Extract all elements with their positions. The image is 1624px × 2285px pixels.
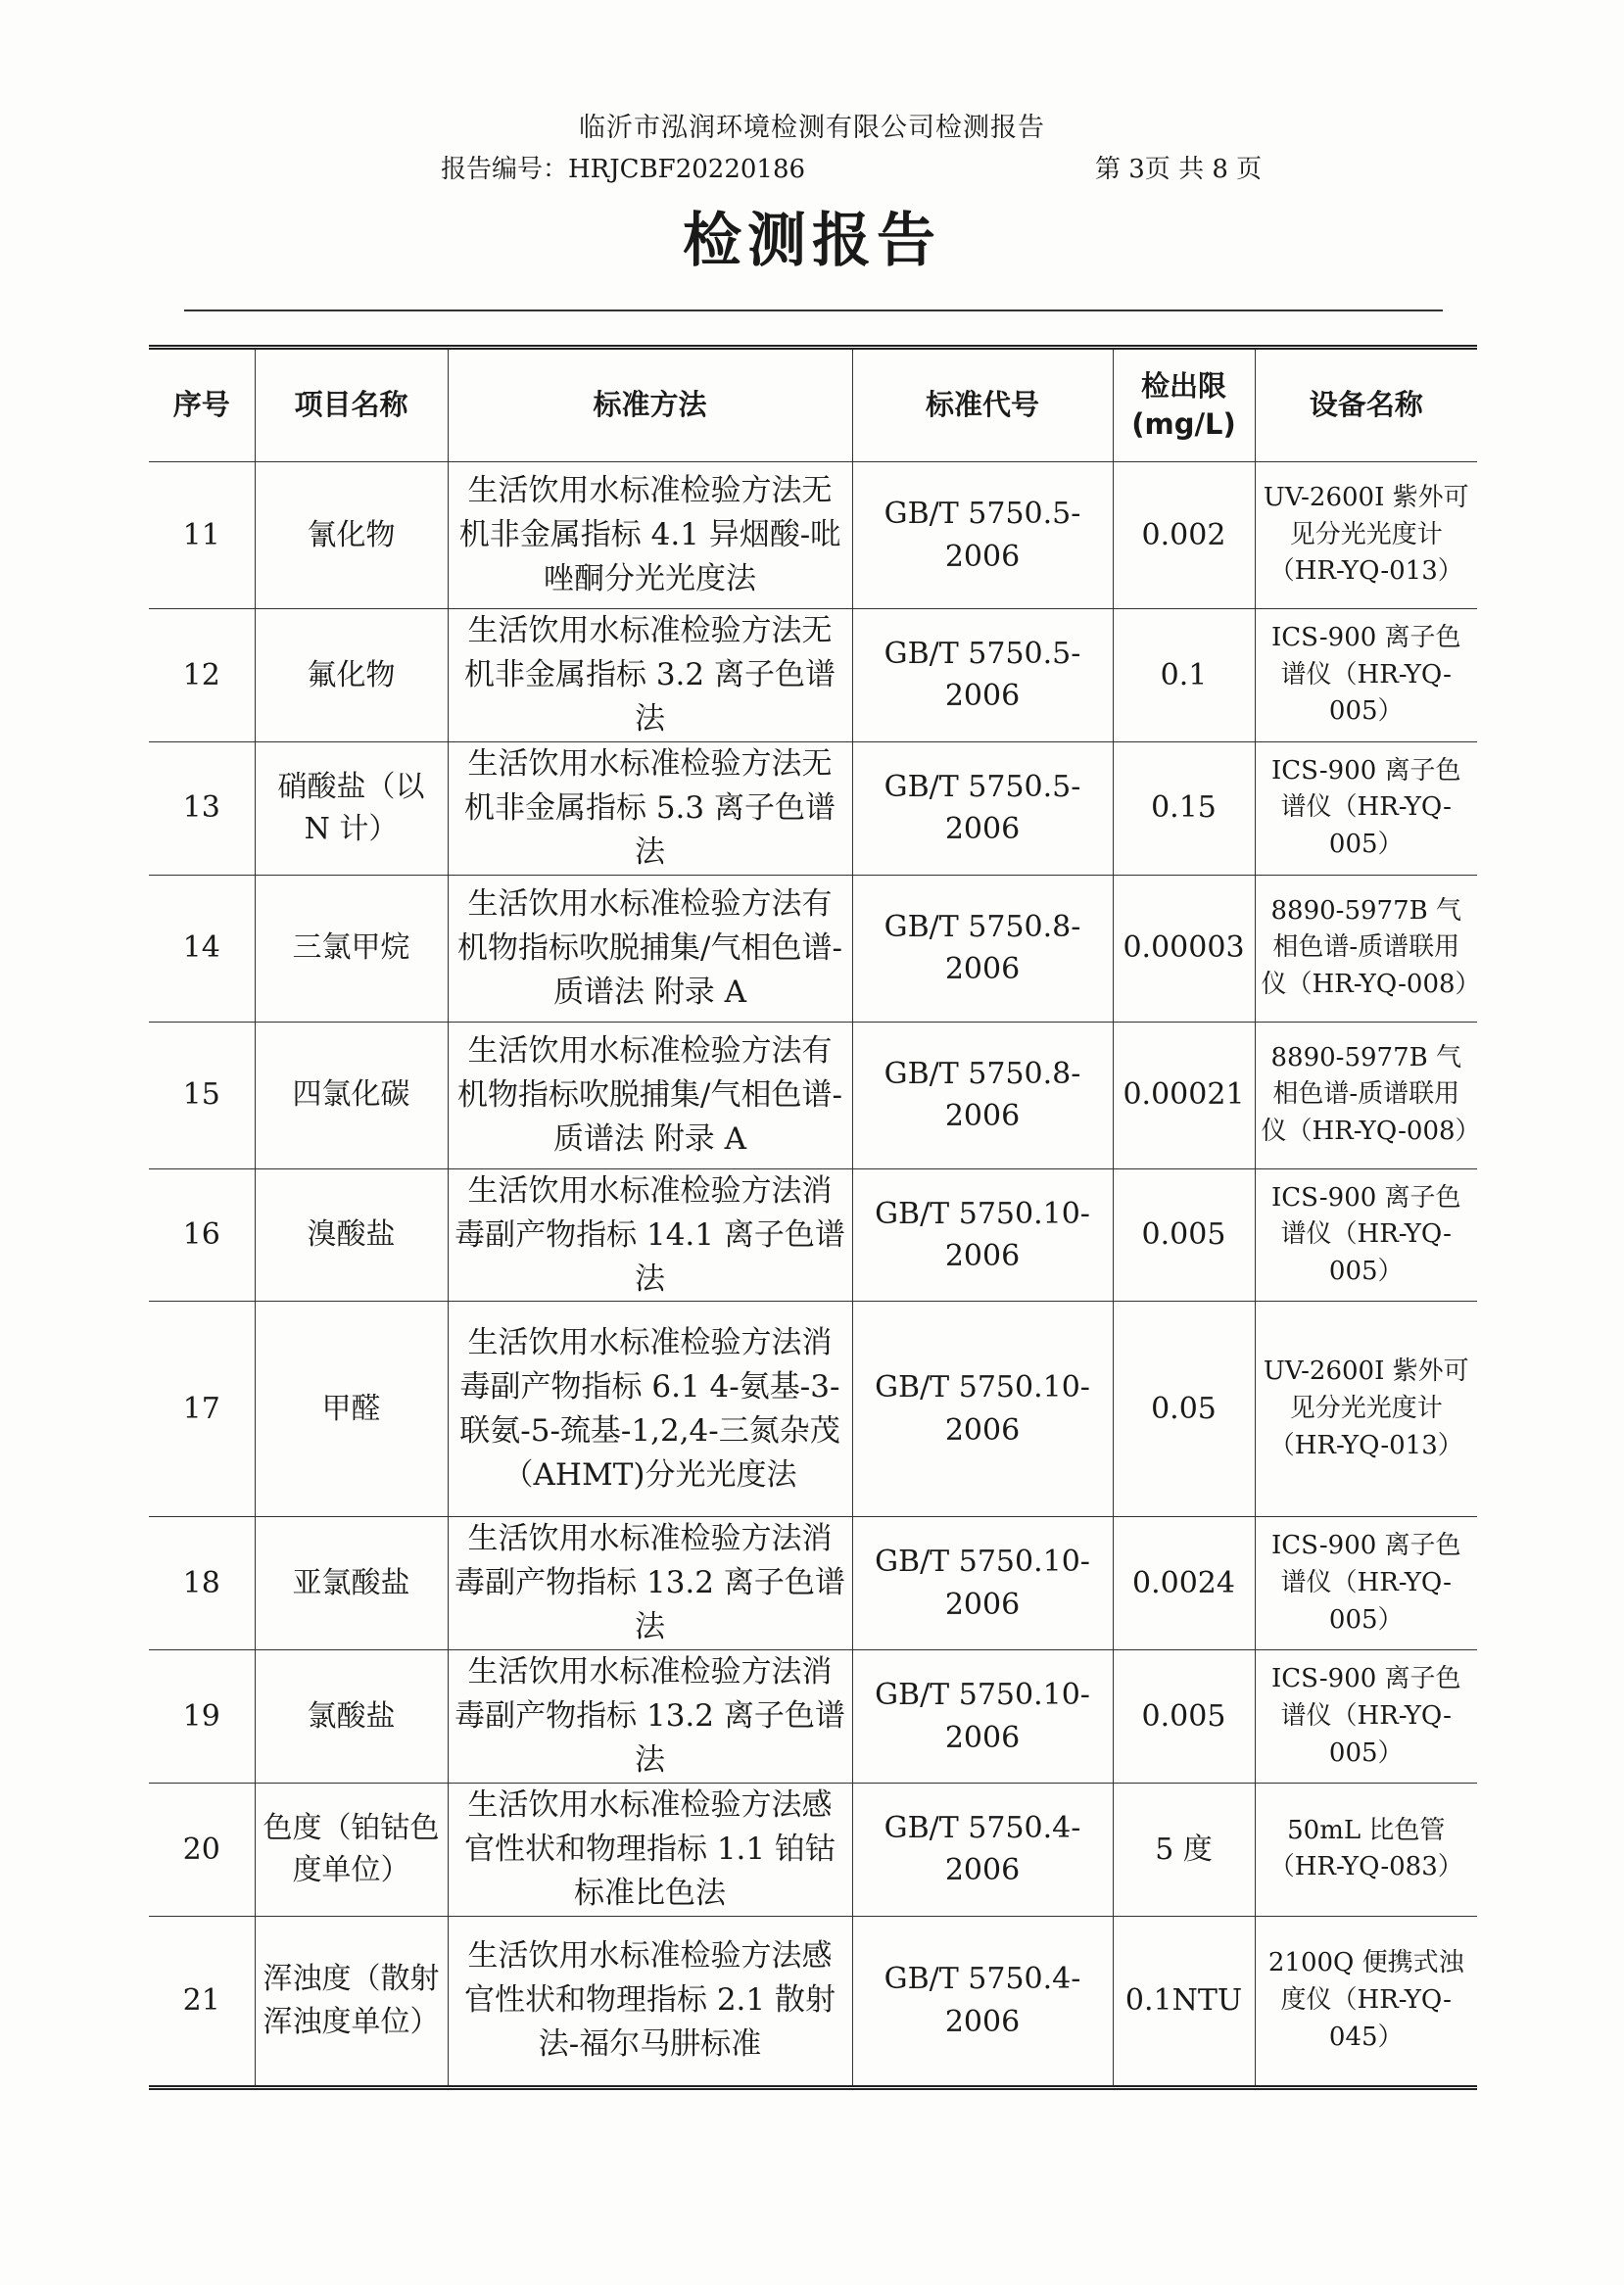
cell-limit: 0.15 — [1113, 741, 1255, 875]
cell-limit: 0.1NTU — [1113, 1916, 1255, 2087]
page-number: 第 3页 共 8 页 — [1095, 155, 1263, 184]
cell-equipment: ICS-900 离子色谱仪（HR-YQ-005） — [1255, 1650, 1477, 1784]
header-limit — [1113, 348, 1255, 462]
cell-method: 生活饮用水标准检验方法消毒副产物指标 14.1 离子色谱法 — [448, 1168, 852, 1302]
cell-seq: 17 — [149, 1302, 255, 1517]
header-item: 项目名称 — [255, 348, 448, 462]
cell-limit: 0.002 — [1113, 462, 1255, 609]
cell-code: GB/T 5750.4-2006 — [852, 1916, 1113, 2087]
header-code: 标准代号 — [852, 348, 1113, 462]
cell-seq: 15 — [149, 1022, 255, 1168]
header-seq: 序号 — [149, 348, 255, 462]
cell-item: 浑浊度（散射浑浊度单位） — [255, 1916, 448, 2087]
header-method: 标准方法 — [448, 348, 852, 462]
table-row — [149, 462, 1477, 609]
cell-equipment: ICS-900 离子色谱仪（HR-YQ-005） — [1255, 1168, 1477, 1302]
cell-equipment: ICS-900 离子色谱仪（HR-YQ-005） — [1255, 609, 1477, 742]
cell-equipment: 8890-5977B 气相色谱-质谱联用仪（HR-YQ-008） — [1255, 875, 1477, 1022]
cell-seq: 21 — [149, 1916, 255, 2087]
table-row — [149, 1784, 1477, 1917]
cell-code: GB/T 5750.10-2006 — [852, 1302, 1113, 1517]
cell-method: 生活饮用水标准检验方法无机非金属指标 4.1 异烟酸-吡唑酮分光光度法 — [448, 462, 852, 609]
cell-item: 硝酸盐（以 N 计） — [255, 741, 448, 875]
cell-item: 氰化物 — [255, 462, 448, 609]
cell-item: 甲醛 — [255, 1302, 448, 1517]
cell-seq: 12 — [149, 609, 255, 742]
cell-item: 三氯甲烷 — [255, 875, 448, 1022]
cell-code: GB/T 5750.5-2006 — [852, 741, 1113, 875]
cell-item: 亚氯酸盐 — [255, 1517, 448, 1650]
cell-method: 生活饮用水标准检验方法消毒副产物指标 13.2 离子色谱法 — [448, 1650, 852, 1784]
cell-seq: 11 — [149, 462, 255, 609]
table-row — [149, 1916, 1477, 2087]
cell-equipment: UV-2600I 紫外可见分光光度计（HR-YQ-013） — [1255, 462, 1477, 609]
table-row — [149, 1650, 1477, 1784]
table-row — [149, 1022, 1477, 1168]
cell-code: GB/T 5750.10-2006 — [852, 1168, 1113, 1302]
cell-seq: 16 — [149, 1168, 255, 1302]
cell-code: GB/T 5750.5-2006 — [852, 462, 1113, 609]
cell-item: 四氯化碳 — [255, 1022, 448, 1168]
table-row — [149, 609, 1477, 742]
results-table — [149, 345, 1481, 2090]
cell-equipment: 2100Q 便携式浊度仪（HR-YQ-045） — [1255, 1916, 1477, 2087]
cell-code: GB/T 5750.10-2006 — [852, 1517, 1113, 1650]
table-row — [149, 1517, 1477, 1650]
cell-seq: 19 — [149, 1650, 255, 1784]
table-row — [149, 741, 1477, 875]
cell-equipment: ICS-900 离子色谱仪（HR-YQ-005） — [1255, 1517, 1477, 1650]
header-limit-line1: 检出限 — [1140, 368, 1226, 403]
cell-item: 氯酸盐 — [255, 1650, 448, 1784]
table-row — [149, 875, 1477, 1022]
cell-method: 生活饮用水标准检验方法感官性状和物理指标 1.1 铂钴标准比色法 — [448, 1784, 852, 1917]
cell-method: 生活饮用水标准检验方法消毒副产物指标 6.1 4-氨基-3-联氨-5-巯基-1,2,4-三氮杂茂（AHMT)分光光度法 — [448, 1302, 852, 1517]
cell-code: GB/T 5750.8-2006 — [852, 875, 1113, 1022]
cell-equipment: ICS-900 离子色谱仪（HR-YQ-005） — [1255, 741, 1477, 875]
cell-method: 生活饮用水标准检验方法无机非金属指标 3.2 离子色谱法 — [448, 609, 852, 742]
header-equipment: 设备名称 — [1255, 348, 1477, 462]
cell-seq: 13 — [149, 741, 255, 875]
company-header: 临沂市泓润环境检测有限公司检测报告 — [579, 113, 1045, 143]
cell-method: 生活饮用水标准检验方法消毒副产物指标 13.2 离子色谱法 — [448, 1517, 852, 1650]
table-header-row — [149, 348, 1477, 462]
title-divider — [184, 309, 1443, 311]
cell-seq: 20 — [149, 1784, 255, 1917]
cell-code: GB/T 5750.8-2006 — [852, 1022, 1113, 1168]
cell-method: 生活饮用水标准检验方法有机物指标吹脱捕集/气相色谱-质谱法 附录 A — [448, 875, 852, 1022]
cell-limit: 5 度 — [1113, 1784, 1255, 1917]
cell-code: GB/T 5750.5-2006 — [852, 609, 1113, 742]
header-limit-line2: (mg/L) — [1131, 407, 1236, 441]
cell-limit: 0.1 — [1113, 609, 1255, 742]
cell-limit: 0.005 — [1113, 1168, 1255, 1302]
cell-code: GB/T 5750.4-2006 — [852, 1784, 1113, 1917]
table-row — [149, 1168, 1477, 1302]
page-title: 检测报告 — [683, 207, 941, 275]
cell-equipment: 50mL 比色管（HR-YQ-083） — [1255, 1784, 1477, 1917]
cell-seq: 14 — [149, 875, 255, 1022]
cell-limit: 0.00021 — [1113, 1022, 1255, 1168]
cell-item: 氟化物 — [255, 609, 448, 742]
cell-limit: 0.00003 — [1113, 875, 1255, 1022]
table-row — [149, 1302, 1477, 1517]
cell-equipment: 8890-5977B 气相色谱-质谱联用仪（HR-YQ-008） — [1255, 1022, 1477, 1168]
cell-code: GB/T 5750.10-2006 — [852, 1650, 1113, 1784]
cell-item: 色度（铂钴色度单位） — [255, 1784, 448, 1917]
cell-method: 生活饮用水标准检验方法感官性状和物理指标 2.1 散射法-福尔马肼标准 — [448, 1916, 852, 2087]
cell-method: 生活饮用水标准检验方法无机非金属指标 5.3 离子色谱法 — [448, 741, 852, 875]
cell-seq: 18 — [149, 1517, 255, 1650]
cell-equipment: UV-2600I 紫外可见分光光度计（HR-YQ-013） — [1255, 1302, 1477, 1517]
cell-limit: 0.0024 — [1113, 1517, 1255, 1650]
cell-limit: 0.05 — [1113, 1302, 1255, 1517]
cell-item: 溴酸盐 — [255, 1168, 448, 1302]
cell-method: 生活饮用水标准检验方法有机物指标吹脱捕集/气相色谱-质谱法 附录 A — [448, 1022, 852, 1168]
cell-limit: 0.005 — [1113, 1650, 1255, 1784]
report-number: 报告编号：HRJCBF20220186 — [441, 155, 806, 184]
